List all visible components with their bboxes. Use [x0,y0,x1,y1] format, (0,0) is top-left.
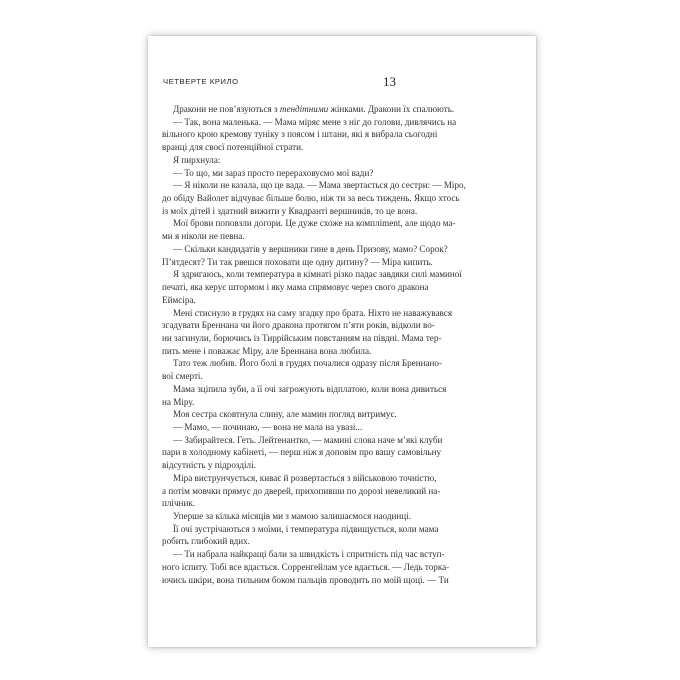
text-line [162,497,399,510]
text-line [162,574,449,587]
page-number: 13 [383,74,396,89]
body-text [162,103,466,586]
text-line [162,472,437,485]
text-run: ми я ніколи не певна. [162,231,245,242]
text-run: — Забирайтеся. Геть. Лейтенантко, — мамині слова наче м’які клуби [173,434,443,445]
text-line [162,523,439,536]
text-run: ни загинули, борючись із Тиррійським повстанням на півдні. Мама тер- [162,332,442,343]
text-run: пить мене і поважає Міру, але Бреннана вона любила. [162,345,372,356]
emphasis-text: тендітними [279,104,329,114]
text-run: ного іспиту. Тобі все вдасться. Сорренгейлам усе вдається. — Ледь торка- [162,561,450,572]
text-run: пари в холодному кабінеті, — перш ніж я доповім про вашу самовільну [162,447,442,458]
text-line [162,396,399,409]
text-line [162,459,399,472]
text-line [162,370,399,383]
text-line [162,319,435,332]
text-run: вільного крою кремову туніку з поясом і штани, які я вибрала сьогодні [162,129,438,140]
text-run: вранці для своєї потенційної страти. [162,142,304,153]
text-run: — То що, ми зараз просто перераховуємо мої вади? [173,167,374,178]
text-run: — Ти набрала найкращі бали за швидкість і спритність під час вступ- [173,549,445,560]
text-line [162,154,399,167]
text-line [162,230,399,243]
text-line [162,128,438,141]
text-line [162,243,448,256]
text-run: Мама зціпила зуби, а її очі загрожують відплатою, коли вона дивиться [173,383,447,394]
text-line [162,548,445,561]
page-header [163,75,396,91]
text-line [162,345,399,358]
text-run: а потім мовчки прямує до дверей, прихопивши по дорозі невеликий на- [162,485,441,496]
text-line [162,421,399,434]
text-run: жінками. Дракони їх спалюють. [328,104,455,114]
text-line [162,332,442,345]
text-line [162,434,443,447]
text-run: П’ятдесят? Ти так рвешся поховати ще одну дитину? — Міра кипить. [162,256,433,267]
text-run: Її очі зустрічаються з моїми, і температура підвищується, коли мама [173,523,439,534]
text-line [162,192,460,205]
text-line [162,485,441,498]
text-run: — Скільки кандидатів у вершники гине в день Призову, мамо? Сорок? [173,243,448,254]
text-line [162,307,453,320]
text-run: Мої брови поповзли догори. Це дуже схоже на компліment, але щодо ма- [173,218,456,229]
running-title: ЧЕТВЕРТЕ КРИЛО [163,77,239,86]
text-run: із моїх дітей і здатний вижити у Квадранті вершників, то це вона. [162,205,418,216]
text-line [162,561,450,574]
text-line [162,357,443,370]
text-line [162,179,466,192]
text-line [162,256,433,269]
text-run: Еймсіра. [162,294,196,305]
text-line [162,103,455,116]
text-run: відсутність у підрозділі. [162,460,256,471]
text-line [162,205,418,218]
text-line [162,141,399,154]
text-run: Мені стиснуло в грудях на саму згадку про брата. Ніхто не наважувався [173,307,453,318]
text-line [162,217,456,230]
text-run: — Я ніколи не казала, що це вада. — Мама звертається до сестри: — Міро, [173,180,466,191]
text-line [162,268,462,281]
text-run: Я пирхнула: [173,154,221,165]
text-run: — Так, вона маленька. — Мама міряє мене з ніг до голови, дивлячись на [173,116,457,127]
text-line [162,535,399,548]
text-run: до обіду Вайолет відчуває більше болю, ніж ти за весь тиждень. Якщо хтось [162,193,460,204]
text-run: печаті, яка керує штормом і яку мама спрямовує через свого дракона [162,282,429,293]
text-line [162,281,429,294]
text-run: Уперше за кілька місяців ми з мамою залишаємося наодинці. [173,511,411,521]
text-run: Міра виструнчується, киває й розвертається з військовою точністю, [173,472,437,483]
text-line [162,294,399,307]
text-run: Дракони не пов’язуються з [173,104,280,114]
text-run: плічник. [162,498,196,509]
text-line [162,167,399,180]
text-line [162,383,447,396]
text-line [162,510,411,523]
text-run: згадувати Бреннана чи його дракона протягом п’яти років, відколи во- [162,320,435,331]
text-line [162,446,442,459]
text-run: Я здригаюсь, коли температура в кімнаті різко падає завдяки силі маминої [173,269,462,280]
text-line [162,116,457,129]
text-run: ючись шкіри, вона тильним боком пальців проводить по моїй щоці. — Ти [162,574,449,585]
text-run: Тато теж любив. Його болі в грудях почалися одразу після Бреннано- [173,358,443,369]
text-line [162,408,399,421]
text-run: Моя сестра сковтнула слину, але мамин погляд витримує. [173,409,397,420]
text-run: на Міру. [162,396,195,407]
text-run: робить глибокий вдих. [162,536,250,547]
text-run: вої смерті. [162,371,203,382]
text-run: — Мамо, — починаю, — вона не мала на увазі... [173,421,363,432]
